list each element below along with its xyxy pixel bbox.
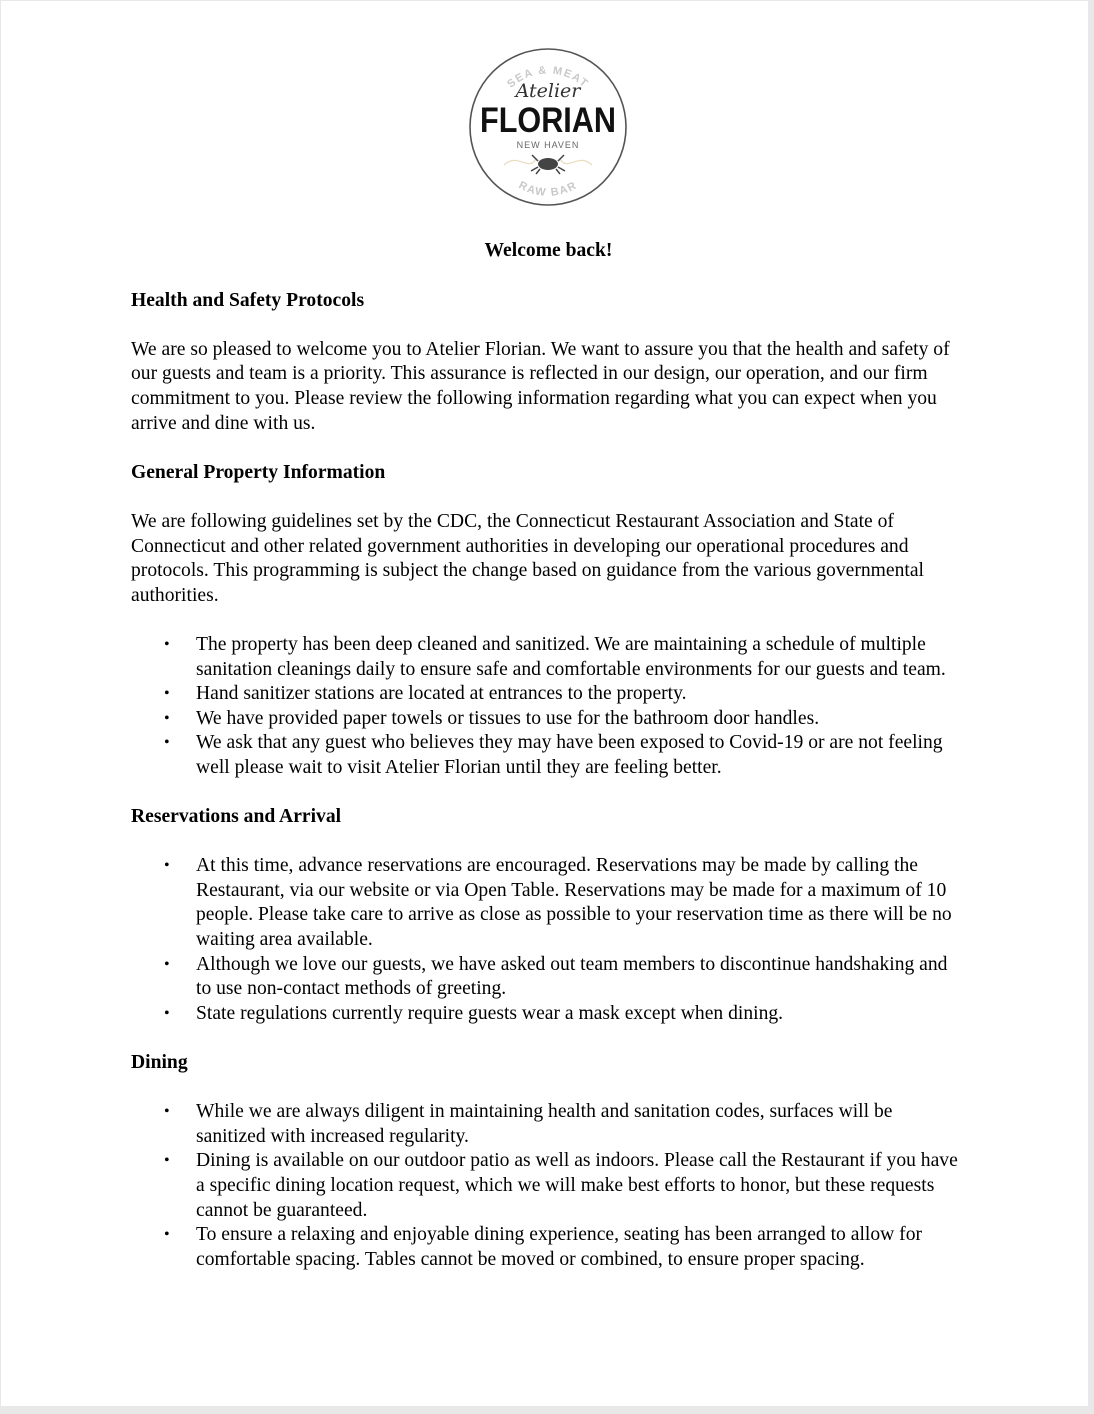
restaurant-logo: [468, 47, 628, 207]
document-body: [131, 239, 966, 1297]
general-property-list: [131, 633, 966, 781]
bullet-icon: •: [164, 635, 170, 653]
dining-list: [131, 1100, 966, 1272]
section-heading-health-safety: Health and Safety Protocols: [131, 289, 365, 311]
logo-name: FLORIAN: [480, 101, 616, 140]
bullet-icon: •: [164, 955, 170, 973]
svg-text:RAW BAR: RAW BAR: [516, 179, 580, 200]
bullet-icon: •: [164, 1152, 170, 1170]
section-heading-general-property: General Property Information: [131, 461, 386, 483]
logo-location: NEW HAVEN: [516, 140, 580, 150]
list-item: • To ensure a relaxing and enjoyable dining experience, seating has been arranged to allow for comfortable spacing. Tables cannot be moved or combined, to ensure proper spacing.: [164, 1224, 923, 1270]
document-page: [1, 1, 1088, 1406]
list-item: • While we are always diligent in maintaining health and sanitation codes, surfaces will be sanitized with increased regularity.: [164, 1101, 893, 1147]
list-item: • Hand sanitizer stations are located at entrances to the property.: [131, 682, 966, 707]
bullet-icon: •: [164, 685, 170, 703]
list-item: • State regulations currently require guests wear a mask except when dining.: [131, 1002, 966, 1027]
section-paragraph-general-property: We are following guidelines set by the CDC, the Connecticut Restaurant Association and State of Connecticut and other related government authorities in developing our operational procedures and protocols. This programming is subject the change based on guidance from the various governmental authorities.: [131, 510, 924, 606]
welcome-title: Welcome back!: [484, 240, 613, 261]
bullet-icon: •: [164, 1004, 170, 1022]
logo-script: Atelier: [515, 80, 581, 102]
section-heading-dining: Dining: [131, 1052, 188, 1073]
bullet-icon: •: [164, 1226, 170, 1244]
bullet-icon: •: [164, 857, 170, 875]
list-item: • We ask that any guest who believes they may have been exposed to Covid-19 or are not feeling well please wait to visit Atelier Florian until they are feeling better.: [164, 732, 943, 778]
list-item: • At this time, advance reservations are encouraged. Reservations may be made by calling the Restaurant, via our website or via Open Table. Reservations may be made for a maximum of 10 people. Please take care to arrive as close as possible to your reservation time as there will be no waiting area available.: [164, 855, 952, 951]
svg-text:SEA & MEAT: SEA & MEAT: [505, 64, 591, 91]
bullet-icon: •: [164, 734, 170, 752]
reservations-list: [131, 854, 966, 1026]
bullet-icon: •: [164, 1103, 170, 1121]
section-paragraph-health-safety: We are so pleased to welcome you to Atelier Florian. We want to assure you that the health and safety of our guests and team is a priority. This assurance is reflected in our design, our operation, and our firm commitment to you. Please review the following information regarding what you can expect when you arrive and dine with us.: [131, 338, 950, 434]
list-item: • Although we love our guests, we have asked out team members to discontinue handshaking and to use non-contact methods of greeting.: [164, 953, 948, 1000]
list-item: • The property has been deep cleaned and sanitized. We are maintaining a schedule of multiple sanitation cleanings daily to ensure safe and comfortable environments for our guests and team.: [164, 633, 946, 680]
bullet-icon: •: [164, 709, 170, 727]
list-item: • We have provided paper towels or tissues to use for the bathroom door handles.: [131, 707, 966, 732]
list-item: • Dining is available on our outdoor patio as well as indoors. Please call the Restaurant if you have a specific dining location request, which we will make best efforts to honor, but these requests cannot be guaranteed.: [164, 1150, 958, 1221]
section-heading-reservations: Reservations and Arrival: [131, 806, 342, 828]
